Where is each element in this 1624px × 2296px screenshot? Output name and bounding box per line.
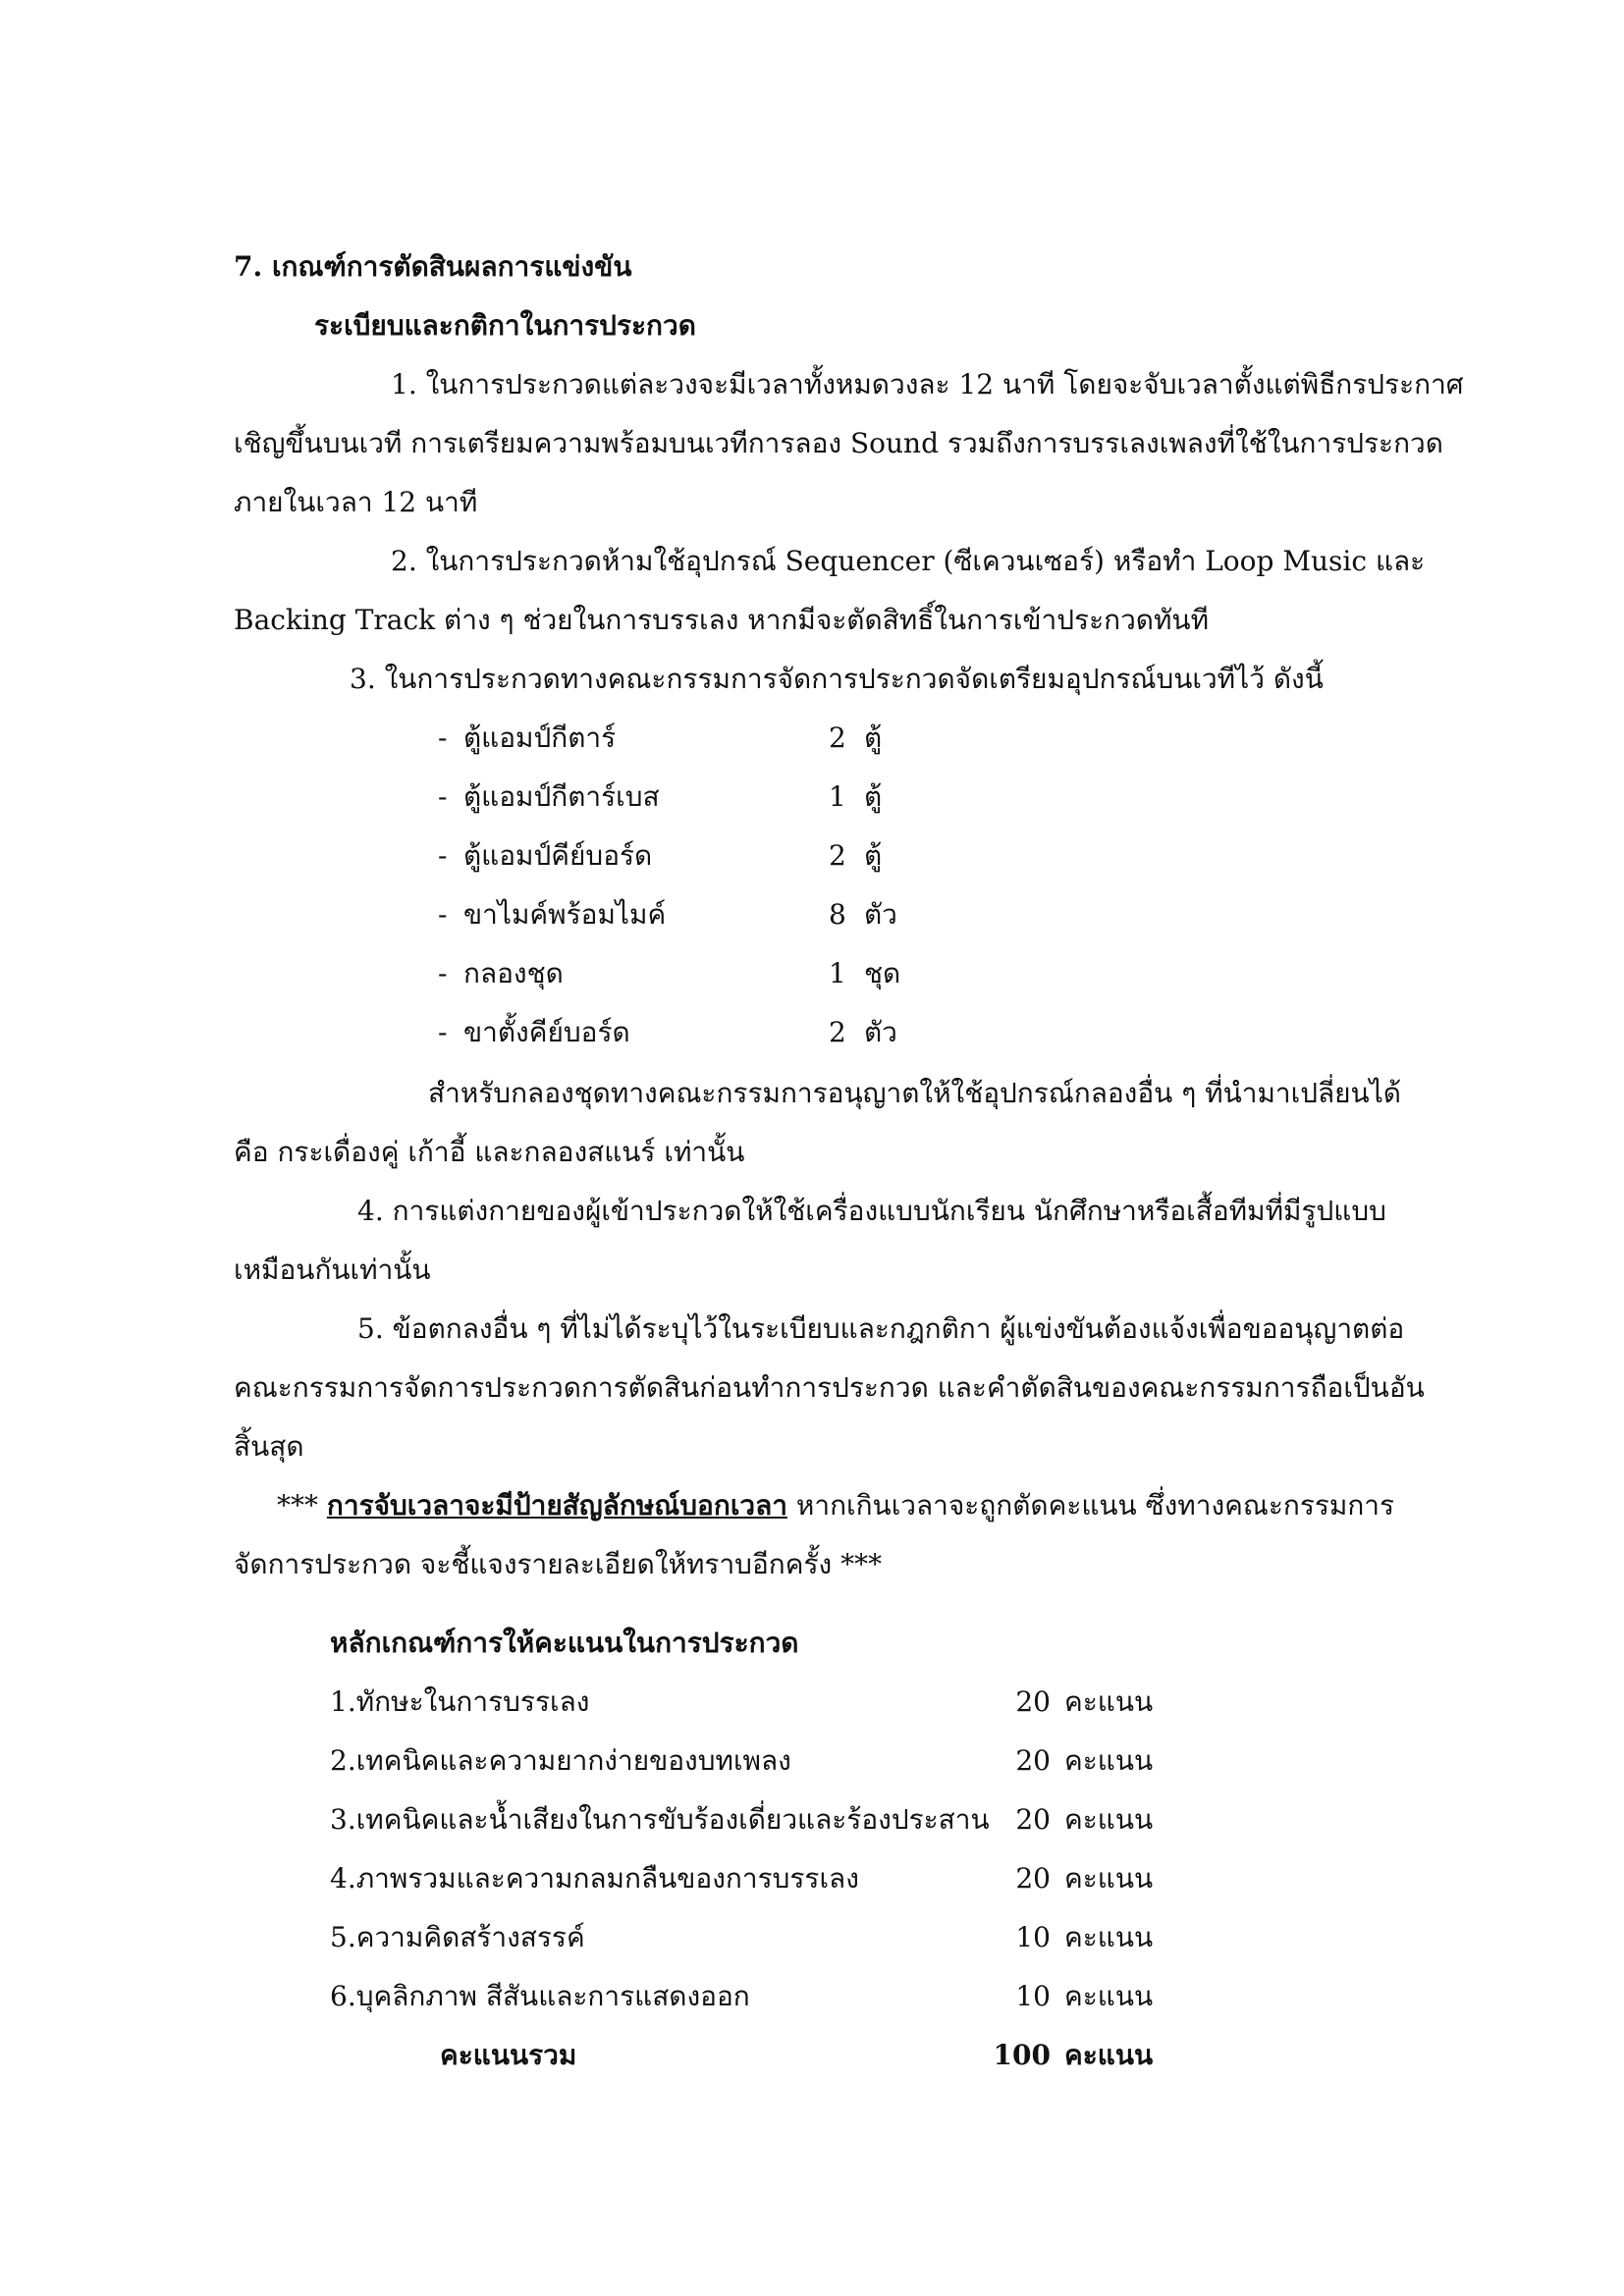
scoring-row bbox=[330, 1859, 1174, 1898]
equipment-name: ตู้แอมป์กีตาร์ bbox=[463, 721, 617, 754]
scoring-label: 6.บุคลิกภาพ สีสันและการแสดงออก bbox=[330, 1980, 750, 2012]
scoring-value: 20 bbox=[1015, 1862, 1051, 1895]
equipment-qty: 2 bbox=[829, 1016, 846, 1048]
drum-note-line-1: สำหรับกลองชุดทางคณะกรรมการอนุญาตให้ใช้อุปกรณ์กลองอื่น ๆ ที่นำมาเปลี่ยนได้ bbox=[428, 1077, 1401, 1109]
scoring-label: 3.เทคนิคและน้ำเสียงในการขับร้องเดี่ยวและร้องประสาน bbox=[330, 1803, 990, 1836]
rule-1-line-3: ภายในเวลา 12 นาที bbox=[234, 486, 478, 518]
equipment-qty: 2 bbox=[829, 721, 846, 754]
rule-5-line-2: คณะกรรมการจัดการประกวดการตัดสินก่อนทำการประกวด และคำตัดสินของคณะกรรมการถือเป็นอัน bbox=[234, 1371, 1425, 1404]
equipment-unit: ตัว bbox=[864, 1016, 897, 1048]
rule-3-line: 3. ในการประกวดทางคณะกรรมการจัดการประกวดจัดเตรียมอุปกรณ์บนเวทีไว้ ดังนี้ bbox=[350, 663, 1324, 695]
equipment-qty: 1 bbox=[829, 780, 846, 813]
equipment-name: ขาตั้งคีย์บอร์ด bbox=[463, 1016, 630, 1048]
rule-2-line-2: Backing Track ต่าง ๆ ช่วยในการบรรเลง หากมีจะตัดสิทธิ์ในการเข้าประกวดทันที bbox=[234, 604, 1210, 636]
equipment-name: ตู้แอมป์คีย์บอร์ด bbox=[463, 839, 653, 872]
equipment-name: กลองชุด bbox=[463, 957, 564, 989]
equipment-unit: ตู้ bbox=[864, 780, 883, 813]
scoring-label: 4.ภาพรวมและความกลมกลืนของการบรรเลง bbox=[330, 1862, 859, 1895]
scoring-total-label: คะแนนรวม bbox=[440, 2039, 577, 2071]
equipment-item bbox=[438, 719, 948, 758]
equipment-name: ตู้แอมป์กีตาร์เบส bbox=[463, 780, 660, 813]
scoring-row bbox=[330, 1682, 1174, 1722]
equipment-item bbox=[438, 954, 948, 993]
scoring-row bbox=[330, 1977, 1174, 2016]
equipment-unit: ตัว bbox=[864, 898, 897, 931]
equipment-item bbox=[438, 777, 948, 817]
scoring-row bbox=[330, 1741, 1174, 1781]
equipment-dash: - bbox=[438, 898, 448, 931]
section-title: 7. เกณฑ์การตัดสินผลการแข่งขัน bbox=[234, 250, 632, 283]
equipment-item bbox=[438, 836, 948, 876]
scoring-value: 20 bbox=[1015, 1744, 1051, 1777]
timing-note-rest: หากเกินเวลาจะถูกตัดคะแนน ซึ่งทางคณะกรรมการ bbox=[787, 1489, 1395, 1522]
scoring-value: 10 bbox=[1015, 1980, 1051, 2012]
scoring-total-unit: คะแนน bbox=[1064, 2039, 1154, 2071]
scoring-value: 20 bbox=[1015, 1803, 1051, 1836]
equipment-dash: - bbox=[438, 721, 448, 754]
equipment-dash: - bbox=[438, 957, 448, 989]
scoring-value: 10 bbox=[1015, 1921, 1051, 1953]
equipment-dash: - bbox=[438, 1016, 448, 1048]
equipment-item bbox=[438, 895, 948, 934]
equipment-unit: ชุด bbox=[864, 957, 901, 989]
scoring-unit: คะแนน bbox=[1064, 1862, 1154, 1895]
equipment-qty: 8 bbox=[829, 898, 846, 931]
scoring-label: 2.เทคนิคและความยากง่ายของบทเพลง bbox=[330, 1744, 791, 1777]
scoring-unit: คะแนน bbox=[1064, 1744, 1154, 1777]
scoring-row bbox=[330, 1800, 1174, 1840]
rule-5-line-3: สิ้นสุด bbox=[234, 1430, 304, 1463]
rule-2-line-1: 2. ในการประกวดห้ามใช้อุปกรณ์ Sequencer (ซีเควนเซอร์) หรือทำ Loop Music และ bbox=[391, 545, 1426, 577]
equipment-name: ขาไมค์พร้อมไมค์ bbox=[463, 898, 667, 931]
equipment-unit: ตู้ bbox=[864, 839, 883, 872]
drum-note-line-2: คือ กระเดื่องคู่ เก้าอี้ และกลองสแนร์ เท่านั้น bbox=[234, 1136, 745, 1168]
scoring-label: 5.ความคิดสร้างสรรค์ bbox=[330, 1921, 585, 1953]
equipment-qty: 1 bbox=[829, 957, 846, 989]
equipment-dash: - bbox=[438, 780, 448, 813]
rule-1-line-1: 1. ในการประกวดแต่ละวงจะมีเวลาทั้งหมดวงละ 12 นาที โดยจะจับเวลาตั้งแต่พิธีกรประกาศ bbox=[391, 368, 1464, 400]
scoring-value: 20 bbox=[1015, 1685, 1051, 1718]
equipment-qty: 2 bbox=[829, 839, 846, 872]
timing-note-prefix: *** bbox=[277, 1489, 327, 1522]
timing-note-line-1 bbox=[277, 1486, 1394, 1525]
scoring-row bbox=[330, 1918, 1174, 1957]
timing-note-emphasis: การจับเวลาจะมีป้ายสัญลักษณ์บอกเวลา bbox=[326, 1489, 787, 1522]
scoring-label: 1.ทักษะในการบรรเลง bbox=[330, 1685, 590, 1718]
scoring-total-row bbox=[330, 2036, 1174, 2075]
scoring-unit: คะแนน bbox=[1064, 1803, 1154, 1836]
scoring-total-value: 100 bbox=[993, 2039, 1051, 2071]
equipment-item bbox=[438, 1013, 948, 1052]
equipment-dash: - bbox=[438, 839, 448, 872]
scoring-title: หลักเกณฑ์การให้คะแนนในการประกวด bbox=[330, 1627, 799, 1659]
scoring-unit: คะแนน bbox=[1064, 1921, 1154, 1953]
rule-4-line-2: เหมือนกันเท่านั้น bbox=[234, 1254, 431, 1286]
rule-1-line-2: เชิญขึ้นบนเวที การเตรียมความพร้อมบนเวทีการลอง Sound รวมถึงการบรรเลงเพลงที่ใช้ในการประกวด bbox=[234, 427, 1443, 459]
timing-note-line-2: จัดการประกวด จะชี้แจงรายละเอียดให้ทราบอีกครั้ง *** bbox=[234, 1548, 883, 1580]
section-subtitle: ระเบียบและกติกาในการประกวด bbox=[314, 309, 696, 342]
scoring-unit: คะแนน bbox=[1064, 1685, 1154, 1718]
equipment-unit: ตู้ bbox=[864, 721, 883, 754]
rule-5-line-1: 5. ข้อตกลงอื่น ๆ ที่ไม่ได้ระบุไว้ในระเบียบและกฎกติกา ผู้แข่งขันต้องแจ้งเพื่อขออนุญาตต่อ bbox=[357, 1312, 1405, 1345]
scoring-unit: คะแนน bbox=[1064, 1980, 1154, 2012]
rule-4-line-1: 4. การแต่งกายของผู้เข้าประกวดให้ใช้เครื่องแบบนักเรียน นักศึกษาหรือเสื้อทีมที่มีรูปแบบ bbox=[357, 1195, 1386, 1227]
